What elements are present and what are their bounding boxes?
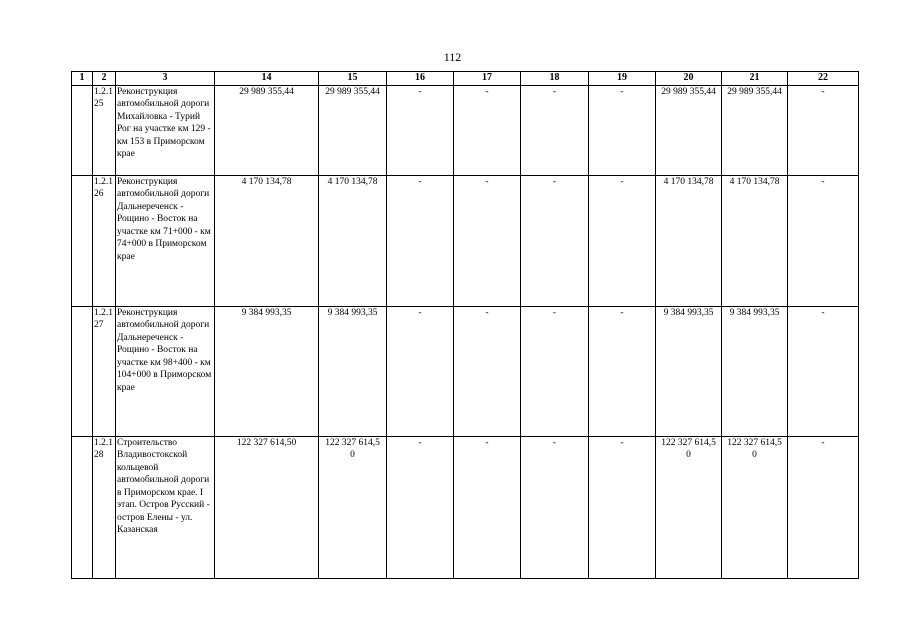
value-cell-20: 29 989 355,44 bbox=[656, 85, 722, 175]
column-header-3: 3 bbox=[116, 72, 215, 86]
value-cell-18: - bbox=[521, 436, 589, 578]
value-cell-16: - bbox=[387, 175, 454, 306]
item-code-cell: 1.2.1 27 bbox=[93, 306, 116, 436]
item-name-cell: Реконструкция автомобильной дороги Дальнереченск - Рощино - Восток на участке км 71+000 - км 74+000 в Приморском крае bbox=[116, 175, 215, 306]
column-header-19: 19 bbox=[589, 72, 656, 86]
value-cell-19: - bbox=[589, 306, 656, 436]
column-header-20: 20 bbox=[656, 72, 722, 86]
item-name-cell: Реконструкция автомобильной дороги Михайловка - Турий Рог на участке км 129 - км 153 в Приморском крае bbox=[116, 85, 215, 175]
item-name-cell: Реконструкция автомобильной дороги Дальнереченск - Рощино - Восток на участке км 98+400 - км 104+000 в Приморском крае bbox=[116, 306, 215, 436]
value-cell-20: 4 170 134,78 bbox=[656, 175, 722, 306]
value-cell-20: 9 384 993,35 bbox=[656, 306, 722, 436]
item-code-cell: 1.2.1 28 bbox=[93, 436, 116, 578]
value-cell-18: - bbox=[521, 85, 589, 175]
item-name-cell: Строительство Владивостокской кольцевой автомобильной дороги в Приморском крае. I этап. Остров Русский - остров Елены - ул. Казанская bbox=[116, 436, 215, 578]
value-cell-14: 4 170 134,78 bbox=[215, 175, 319, 306]
row-index-cell bbox=[72, 436, 93, 578]
value-cell-21: 9 384 993,35 bbox=[722, 306, 788, 436]
value-cell-21: 4 170 134,78 bbox=[722, 175, 788, 306]
value-cell-16: - bbox=[387, 436, 454, 578]
value-cell-18: - bbox=[521, 175, 589, 306]
column-header-1: 1 bbox=[72, 72, 93, 86]
value-cell-15: 122 327 614,5 0 bbox=[319, 436, 387, 578]
value-cell-14: 122 327 614,50 bbox=[215, 436, 319, 578]
value-cell-22: - bbox=[788, 306, 859, 436]
row-index-cell bbox=[72, 175, 93, 306]
column-header-2: 2 bbox=[93, 72, 116, 86]
column-header-16: 16 bbox=[387, 72, 454, 86]
row-index-cell bbox=[72, 85, 93, 175]
value-cell-14: 9 384 993,35 bbox=[215, 306, 319, 436]
value-cell-16: - bbox=[387, 85, 454, 175]
value-cell-18: - bbox=[521, 306, 589, 436]
value-cell-19: - bbox=[589, 436, 656, 578]
value-cell-15: 4 170 134,78 bbox=[319, 175, 387, 306]
column-header-18: 18 bbox=[521, 72, 589, 86]
value-cell-14: 29 989 355,44 bbox=[215, 85, 319, 175]
item-code-cell: 1.2.1 26 bbox=[93, 175, 116, 306]
header-row bbox=[72, 72, 859, 86]
value-cell-16: - bbox=[387, 306, 454, 436]
row-index-cell bbox=[72, 306, 93, 436]
table-row bbox=[72, 306, 859, 436]
value-cell-15: 9 384 993,35 bbox=[319, 306, 387, 436]
value-cell-22: - bbox=[788, 436, 859, 578]
table-row bbox=[72, 85, 859, 175]
value-cell-21: 29 989 355,44 bbox=[722, 85, 788, 175]
value-cell-17: - bbox=[454, 85, 521, 175]
value-cell-22: - bbox=[788, 85, 859, 175]
value-cell-21: 122 327 614,5 0 bbox=[722, 436, 788, 578]
value-cell-17: - bbox=[454, 436, 521, 578]
value-cell-19: - bbox=[589, 175, 656, 306]
value-cell-17: - bbox=[454, 306, 521, 436]
column-header-14: 14 bbox=[215, 72, 319, 86]
column-header-21: 21 bbox=[722, 72, 788, 86]
table-row bbox=[72, 175, 859, 306]
column-header-17: 17 bbox=[454, 72, 521, 86]
value-cell-17: - bbox=[454, 175, 521, 306]
value-cell-22: - bbox=[788, 175, 859, 306]
column-header-22: 22 bbox=[788, 72, 859, 86]
value-cell-19: - bbox=[589, 85, 656, 175]
item-code-cell: 1.2.1 25 bbox=[93, 85, 116, 175]
column-header-15: 15 bbox=[319, 72, 387, 86]
page-number: 112 bbox=[443, 50, 462, 64]
value-cell-20: 122 327 614,5 0 bbox=[656, 436, 722, 578]
budget-table bbox=[71, 71, 859, 579]
value-cell-15: 29 989 355,44 bbox=[319, 85, 387, 175]
table-row bbox=[72, 436, 859, 578]
